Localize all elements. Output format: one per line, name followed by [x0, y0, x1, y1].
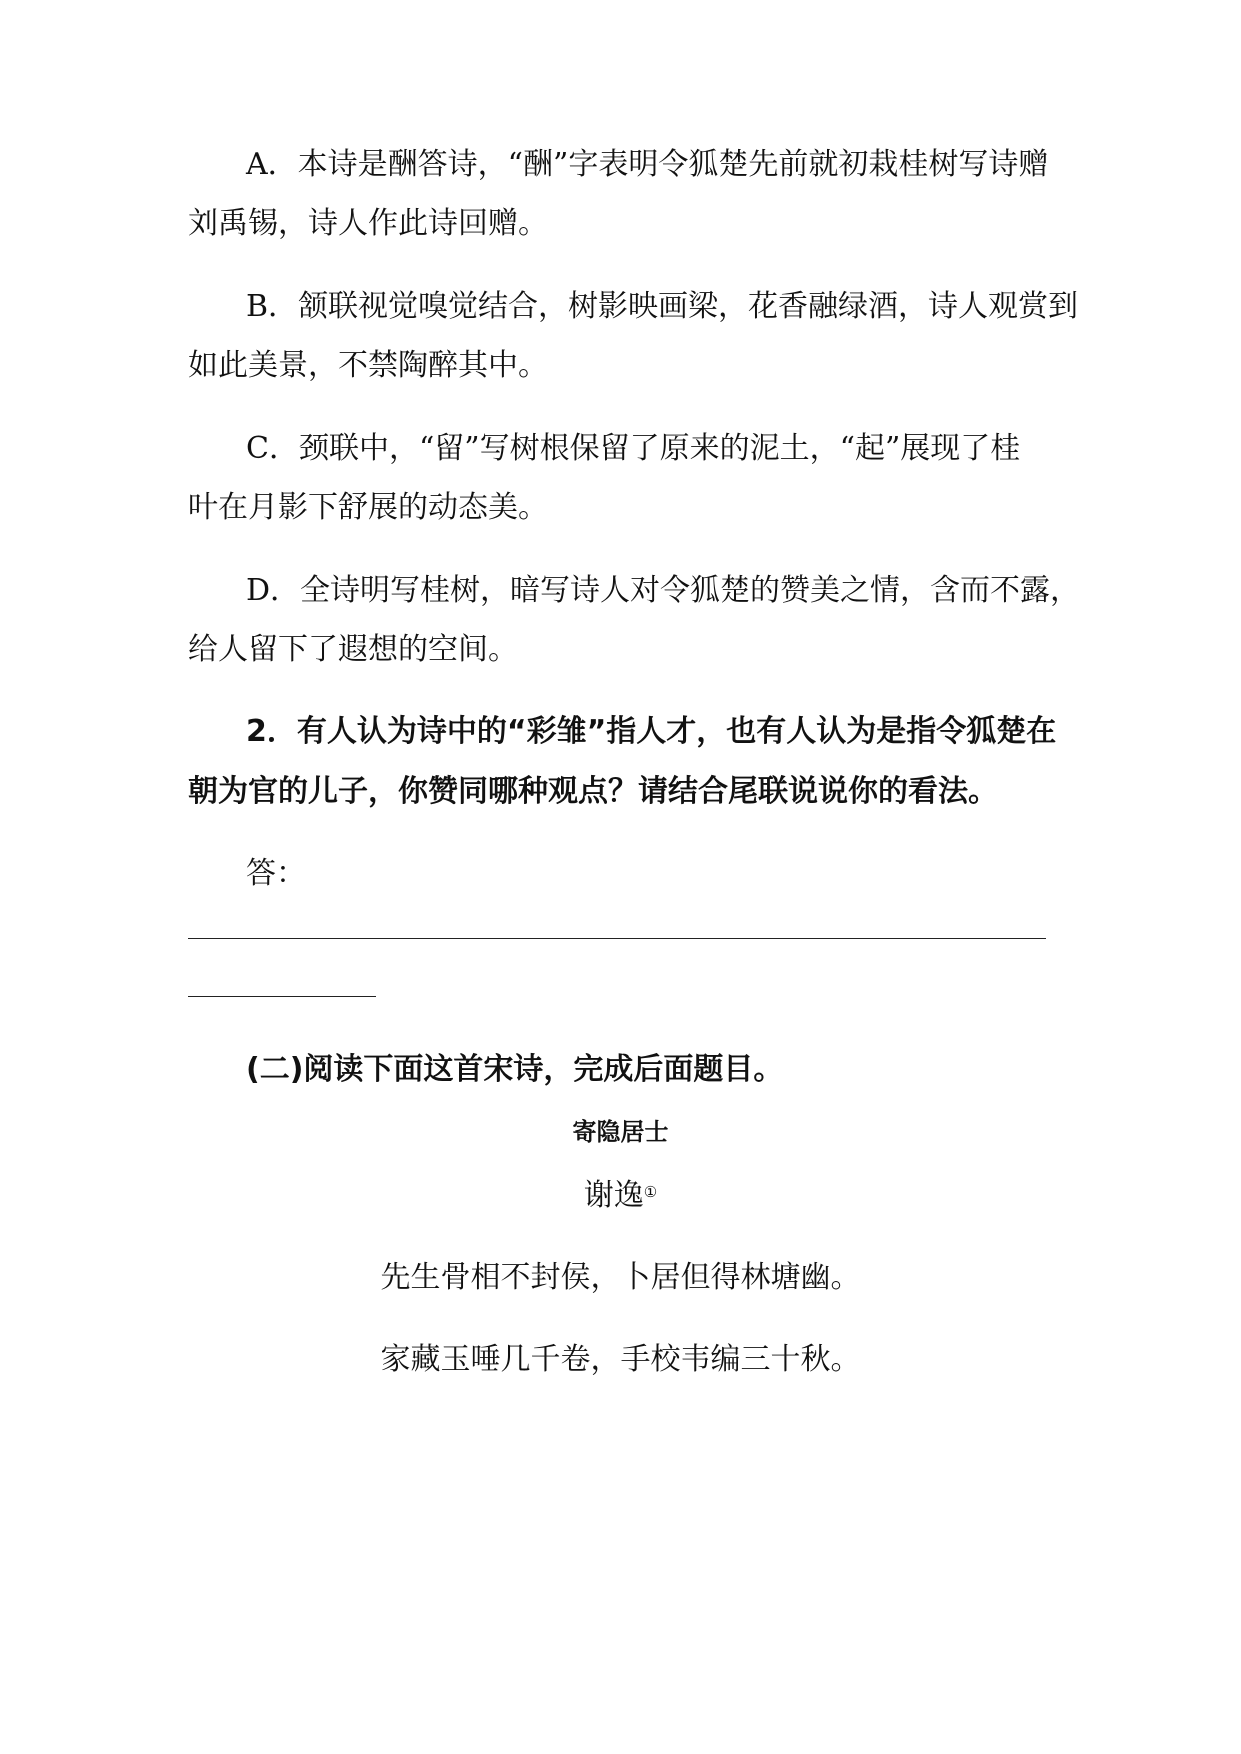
question-2-line-2: 朝为官的儿子，你赞同哪种观点？请结合尾联说说你的看法。: [188, 774, 998, 809]
footnote-marker[interactable]: ①: [643, 1183, 658, 1201]
poem-title: 寄隐居士: [572, 1118, 669, 1146]
option-c-line-2: 叶在月影下舒展的动态美。: [188, 490, 548, 525]
answer-blank-line-2[interactable]: [188, 996, 376, 997]
option-a-line-2: 刘禹锡，诗人作此诗回赠。: [188, 206, 548, 241]
option-d-line-2: 给人留下了遐想的空间。: [188, 632, 518, 667]
poem-author: [0, 1176, 1241, 1216]
poem-line-2: 家藏玉唾几千卷，手校韦编三十秋。: [380, 1342, 861, 1377]
answer-label: 答：: [246, 856, 306, 891]
poem-author-name: 谢逸: [583, 1178, 644, 1213]
question-2-line-1: 2．有人认为诗中的“彩雏”指人才，也有人认为是指令狐楚在: [246, 714, 1057, 749]
answer-blank-line-1[interactable]: [188, 938, 1046, 939]
option-b-line-1: B．颔联视觉嗅觉结合，树影映画梁，花香融绿酒，诗人观赏到: [246, 289, 1079, 324]
option-c-line-1: C．颈联中，“留”写树根保留了原来的泥土，“起”展现了桂: [246, 431, 1021, 466]
option-a-line-1: A．本诗是酬答诗，“酬”字表明令狐楚先前就初栽桂树写诗赠: [246, 147, 1049, 182]
section-2-heading: (二)阅读下面这首宋诗，完成后面题目。: [246, 1052, 784, 1087]
option-b-line-2: 如此美景，不禁陶醉其中。: [188, 348, 548, 383]
poem-line-1: 先生骨相不封侯，卜居但得林塘幽。: [380, 1260, 861, 1295]
option-d-line-1: D．全诗明写桂树，暗写诗人对令狐楚的赞美之情，含而不露，: [246, 573, 1081, 608]
